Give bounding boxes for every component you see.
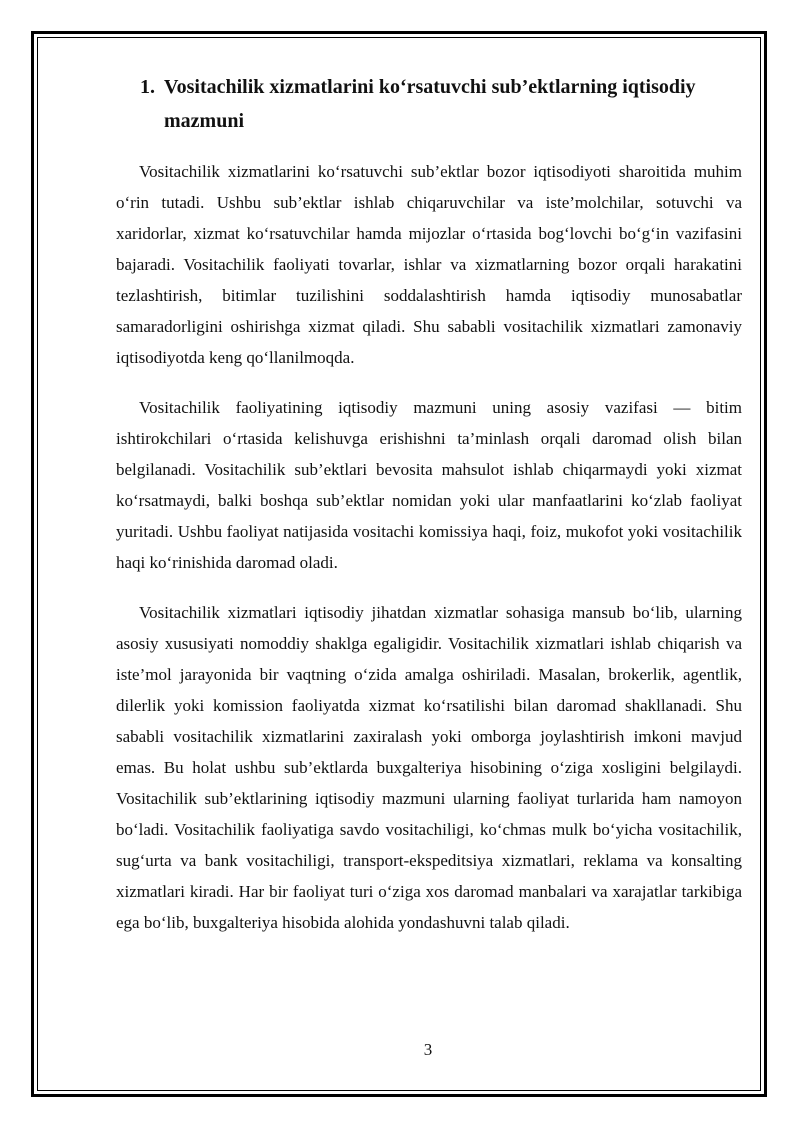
paragraph-2: Vositachilik faoliyatining iqtisodiy mazmuni uning asosiy vazifasi — bitim ishtirokchilari o‘rtasida kelishuvga erishishni ta’minlash orqali daromad olish bilan belgilanadi. Vositachilik sub’ektlari bevosita mahsulot ishlab chiqarmaydi yoki xizmat ko‘rsatmaydi, balki boshqa sub’ektlar nomidan yoki ular manfaatlarini ko‘zlab faoliyat yuritadi. Ushbu faoliyat natijasida vositachi komissiya haqi, foiz, mukofot yoki vositachilik haqi ko‘rinishida daromad oladi. [116, 398, 742, 572]
document-body [116, 70, 742, 957]
section-number: 1. [140, 76, 155, 98]
paragraph-1: Vositachilik xizmatlarini ko‘rsatuvchi sub’ektlar bozor iqtisodiyoti sharoitida muhim o‘rin tutadi. Ushbu sub’ektlar ishlab chiqaruvchilar va iste’molchilar, sotuvchi va xaridorlar, xizmat ko‘rsatuvchilar hamda mijozlar o‘rtasida bog‘lovchi bo‘g‘in vazifasini bajaradi. Vositachilik faoliyati tovarlar, ishlar va xizmatlarning bozor orqali harakatini tezlashtirish, bitimlar tuzilishini soddalashtirish hamda iqtisodiy munosabatlar samaradorligini oshirishga xizmat qiladi. Shu sababli vositachilik xizmatlari zamonaviy iqtisodiyotda keng qo‘llanilmoqda. [116, 162, 742, 367]
paragraph-3: Vositachilik xizmatlari iqtisodiy jihatdan xizmatlar sohasiga mansub bo‘lib, ularning asosiy xususiyati nomoddiy shaklga egaligidir. Vositachilik xizmatlari ishlab chiqarish va iste’mol jarayonida bir vaqtning o‘zida amalga oshiriladi. Masalan, brokerlik, agentlik, dilerlik yoki komission faoliyatda xizmat ko‘rsatilishi bilan daromad shakllanadi. Shu sababli vositachilik xizmatlarini zaxiralash yoki omborga joylashtirish imkoni mavjud emas. Bu holat ushbu sub’ektlarda buxgalteriya hisobining o‘ziga xosligini belgilaydi. Vositachilik sub’ektlarining iqtisodiy mazmuni ularning faoliyat turlarida ham namoyon bo‘ladi. Vositachilik faoliyatiga savdo vositachiligi, ko‘chmas mulk bo‘yicha vositachilik, sug‘urta va bank vositachiligi, transport-ekspeditsiya xizmatlari, reklama va konsalting xizmatlari kiradi. Har bir faoliyat turi o‘ziga xos daromad manbalari va xarajatlar tarkibiga ega bo‘lib, buxgalteriya hisobida alohida yondashuvni talab qiladi. [116, 603, 742, 932]
section-heading [116, 70, 742, 138]
section-title: Vositachilik xizmatlarini ko‘rsatuvchi sub’ektlarning iqtisodiy mazmuni [164, 76, 696, 132]
page-number: 3 [423, 1040, 433, 1059]
